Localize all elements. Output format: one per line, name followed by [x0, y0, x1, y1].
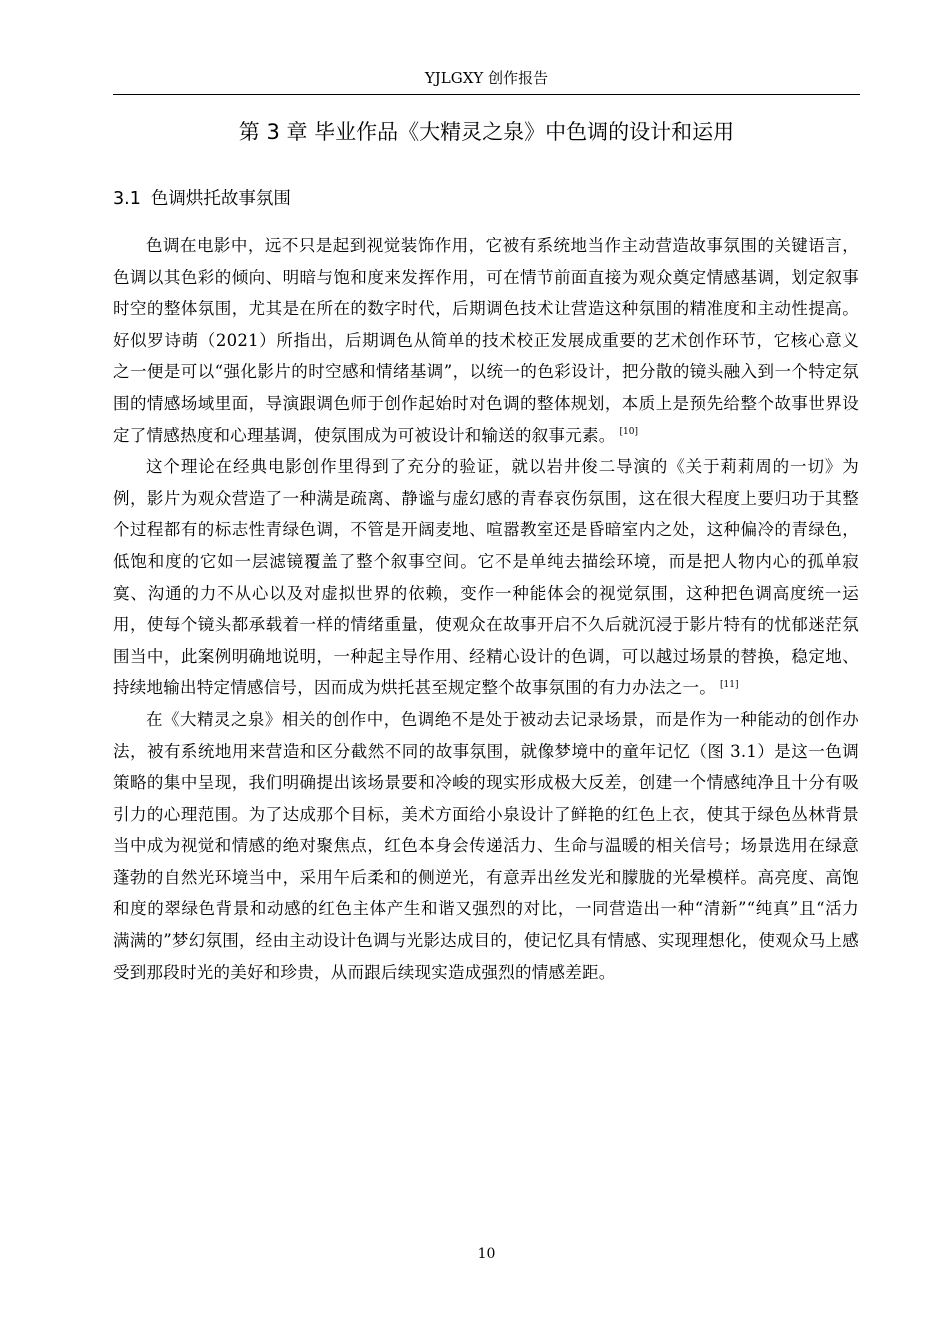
citation-marker: [10]	[619, 427, 638, 438]
paragraph-text: 色调在电影中，远不只是起到视觉装饰作用，它被有系统地当作主动营造故事氛围的关键语言，色调以其色彩的倾向、明暗与饱和度来发挥作用，可在情节前面直接为观众奠定情感基调，划定叙事时空的整体氛围，尤其是在所在的数字时代，后期调色技术让营造这种氛围的精准度和主动性提高。好似罗诗萌（2021）所指出，后期调色从简单的技术校正发展成重要的艺术创作环节，它核心意义之一便是可以“强化影片的时空感和情绪基调”，以统一的色彩设计，把分散的镜头融入到一个特定氛围的情感场域里面，导演跟调色师于创作起始时对色调的整体规划，本质上是预先给整个故事世界设定了情感热度和心理基调，使氛围成为可被设计和输送的叙事元素。	[113, 236, 859, 445]
section-title-text: 色调烘托故事氛围	[150, 189, 291, 209]
paragraph-text: 在《大精灵之泉》相关的创作中，色调绝不是处于被动去记录场景，而是作为一种能动的创作办法，被有系统地用来营造和区分截然不同的故事氛围，就像梦境中的童年记忆（图 3.1）是这一色调策略的集中呈现，我们明确提出该场景要和冷峻的现实形成极大反差，创建一个情感纯净且十分有吸引力的心理范围。为了达成那个目标，美术方面给小泉设计了鲜艳的红色上衣，使其于绿色丛林背景当中成为视觉和情感的绝对聚焦点，红色本身会传递活力、生命与温暖的相关信号；场景选用在绿意蓬勃的自然光环境当中，采用午后柔和的侧逆光，有意弄出丝发光和朦胧的光晕模样。高亮度、高饱和度的翠绿色背景和动感的红色主体产生和谐又强烈的对比，一同营造出一种“清新”“纯真”且“活力满满的”梦幻氛围，经由主动设计色调与光影达成目的，使记忆具有情感、实现理想化，使观众马上感受到那段时光的美好和珍贵，从而跟后续现实造成强烈的情感差距。	[113, 709, 859, 982]
chapter-title: 第 3 章 毕业作品《大精灵之泉》中色调的设计和运用	[238, 120, 735, 144]
paragraph-text: 这个理论在经典电影创作里得到了充分的验证，就以岩井俊二导演的《关于莉莉周的一切》为例，影片为观众营造了一种满是疏离、静谧与虚幻感的青春哀伤氛围，这在很大程度上要归功于其整个过程都有的标志性青绿色调，不管是开阔麦地、喧嚣教室还是昏暗室内之处，这种偏冷的青绿色，低饱和度的它如一层滤镜覆盖了整个叙事空间。它不是单纯去描绘环境，而是把人物内心的孤单寂寞、沟通的力不从心以及对虚拟世界的依赖，变作一种能体会的视觉氛围，这种把色调高度统一运用，使每个镜头都承载着一样的情绪重量，使观众在故事开启不久后就沉浸于影片特有的忧郁迷茫氛围当中，此案例明确地说明，一种起主导作用、经精心设计的色调，可以越过场景的替换，稳定地、持续地输出特定情感信号，因而成为烘托甚至规定整个故事氛围的有力办法之一。	[113, 457, 859, 698]
running-header	[113, 66, 860, 95]
paragraph	[113, 451, 859, 704]
running-header-text: YJLGXY 创作报告	[424, 69, 549, 87]
body-text	[113, 230, 859, 988]
page-number: 10	[477, 1246, 496, 1262]
paragraph	[113, 230, 859, 451]
section-number: 3.1	[113, 189, 141, 209]
citation-marker: [11]	[720, 679, 739, 690]
paragraph	[113, 704, 859, 988]
section-heading	[113, 185, 291, 213]
